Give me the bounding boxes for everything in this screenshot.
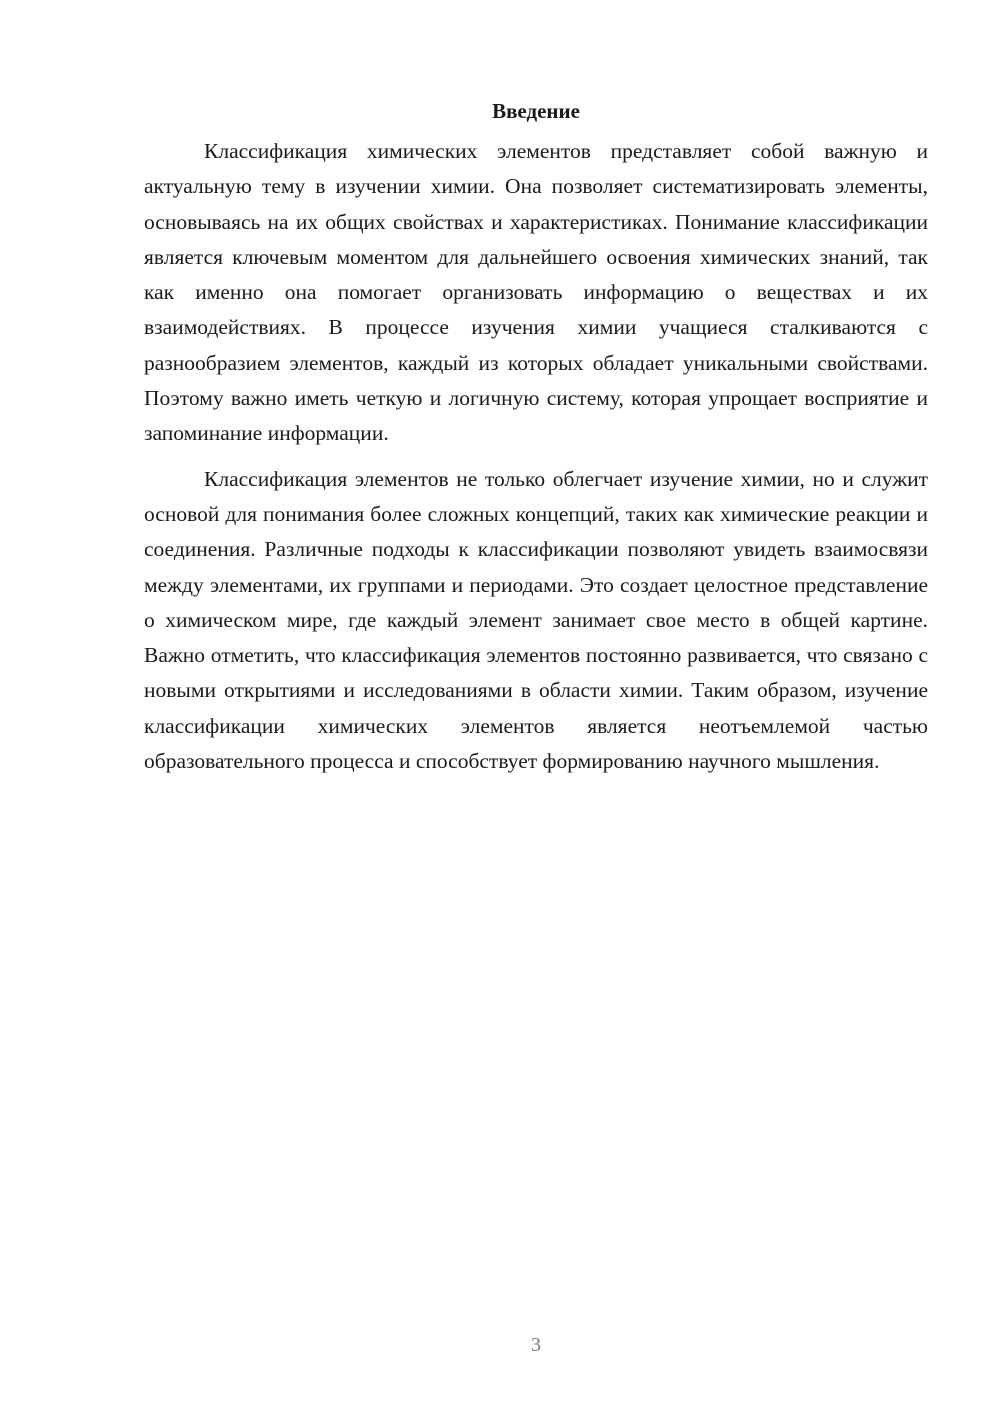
page-content xyxy=(144,96,928,789)
section-title: Введение xyxy=(492,99,580,123)
page-number: 3 xyxy=(531,1334,541,1356)
paragraph-2: Классификация элементов не только облегчает изучение химии, но и служит основой для понимания более сложных концепций, таких как химические реакции и соединения. Различные подходы к классификации позволяют увидеть взаимосвязи между элементами, их группами и периодами. Это создает целостное представление о химическом мире, где каждый элемент занимает свое место в общей картине. Важно отметить, что классификация элементов постоянно развивается, что связано с новыми открытиями и исследованиями в области химии. Таким образом, изучение классификации химических элементов является неотъемлемой частью образовательного процесса и способствует формированию научного мышления. xyxy=(144,466,928,774)
paragraph-1: Классификация химических элементов представляет собой важную и актуальную тему в изучении химии. Она позволяет систематизировать элементы, основываясь на их общих свойствах и характеристиках. Понимание классификации является ключевым моментом для дальнейшего освоения химических знаний, так как именно она помогает организовать информацию о веществах и их взаимодействиях. В процессе изучения химии учащиеся сталкиваются с разнообразием элементов, каждый из которых обладает уникальными свойствами. Поэтому важно иметь четкую и логичную систему, которая упрощает восприятие и запоминание информации. xyxy=(144,139,928,446)
